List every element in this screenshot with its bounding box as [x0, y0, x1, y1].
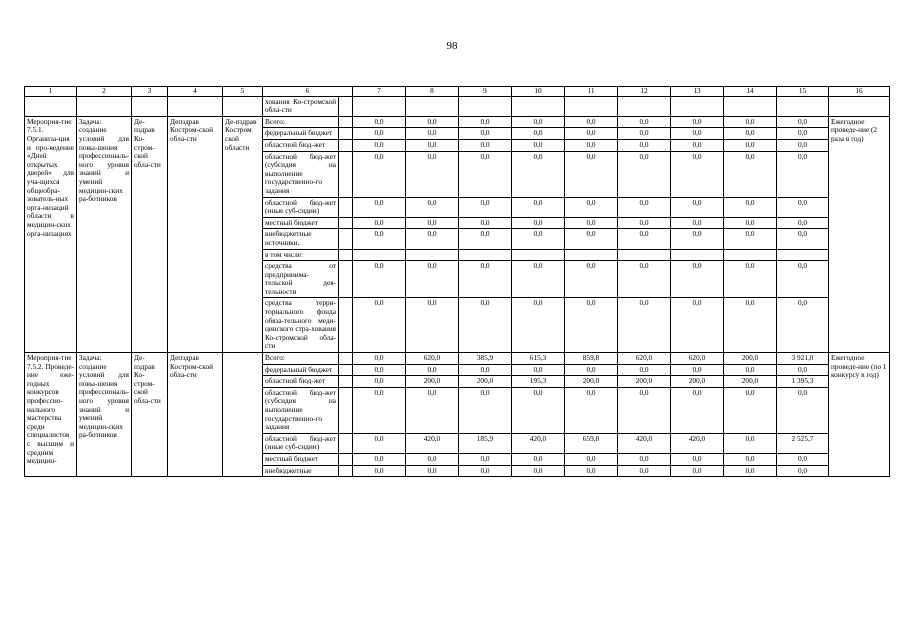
value-cell: 0,0 — [724, 151, 777, 197]
table-row — [25, 353, 890, 365]
column-header-15: 15 — [777, 87, 829, 97]
value-cell: 0,0 — [618, 197, 671, 217]
value-cell: 0,0 — [724, 229, 777, 249]
value-cell: 0,0 — [459, 217, 512, 229]
empty-cell — [618, 96, 671, 116]
value-cell: 0,0 — [618, 453, 671, 465]
funding-source-cell: областной бюд-жет — [263, 376, 339, 388]
value-cell: 0,0 — [459, 387, 512, 433]
budget-table — [24, 86, 890, 477]
column-header-9: 9 — [459, 87, 512, 97]
funding-source-cell: областной бюд-жет (субсидия на выполнение государственно-го задания — [263, 387, 339, 433]
value-cell: 0,0 — [565, 128, 618, 140]
value-cell: 0,0 — [777, 298, 829, 353]
executor-cell: Де-пздрав Ко-стром-ской обла-сти — [132, 116, 168, 352]
value-cell — [671, 249, 724, 261]
value-cell: 0,0 — [565, 364, 618, 376]
empty-cell — [339, 353, 353, 365]
empty-cell — [339, 249, 353, 261]
value-cell: 0,0 — [406, 151, 459, 197]
empty-cell — [724, 96, 777, 116]
value-cell: 0,0 — [512, 465, 565, 477]
value-cell: 0,0 — [459, 229, 512, 249]
value-cell: 0,0 — [671, 128, 724, 140]
value-cell: 0,0 — [777, 128, 829, 140]
value-cell: 0,0 — [459, 139, 512, 151]
value-cell: 0,0 — [353, 376, 406, 388]
value-cell: 620,0 — [618, 353, 671, 365]
value-cell: 0,0 — [353, 151, 406, 197]
funding-source-cell: в том числе: — [263, 249, 339, 261]
funding-source-cell: местный бюджет — [263, 217, 339, 229]
value-cell: 0,0 — [353, 465, 406, 477]
value-cell: 0,0 — [406, 465, 459, 477]
empty-cell — [339, 298, 353, 353]
value-cell: 0,0 — [777, 116, 829, 128]
column-header-14: 14 — [724, 87, 777, 97]
column-header-7: 7 — [353, 87, 406, 97]
value-cell: 0,0 — [512, 128, 565, 140]
empty-cell — [406, 96, 459, 116]
value-cell: 195,3 — [512, 376, 565, 388]
funding-source-cell: Всего: — [263, 116, 339, 128]
value-cell: 0,0 — [671, 116, 724, 128]
value-cell: 0,0 — [565, 217, 618, 229]
value-cell: 0,0 — [406, 453, 459, 465]
value-cell: 0,0 — [406, 298, 459, 353]
value-cell: 0,0 — [618, 465, 671, 477]
value-cell: 0,0 — [777, 151, 829, 197]
value-cell: 0,0 — [777, 465, 829, 477]
value-cell: 0,0 — [459, 151, 512, 197]
coexecutor-cell: Депздрав Костром-ской обла-сти — [168, 353, 223, 477]
value-cell: 2 525,7 — [777, 433, 829, 453]
value-cell: 0,0 — [777, 387, 829, 433]
empty-cell — [339, 453, 353, 465]
value-cell: 0,0 — [353, 128, 406, 140]
value-cell: 185,9 — [459, 433, 512, 453]
value-cell: 0,0 — [724, 465, 777, 477]
empty-cell — [132, 96, 168, 116]
value-cell: 3 921,0 — [777, 353, 829, 365]
column-header-2: 2 — [77, 87, 132, 97]
value-cell: 0,0 — [565, 116, 618, 128]
value-cell: 0,0 — [618, 116, 671, 128]
value-cell: 420,0 — [618, 433, 671, 453]
value-cell: 0,0 — [459, 364, 512, 376]
column-header-4: 4 — [168, 87, 223, 97]
value-cell: 0,0 — [406, 217, 459, 229]
value-cell: 0,0 — [406, 116, 459, 128]
value-cell: 0,0 — [459, 128, 512, 140]
coexecutor-cell: Депздрав Костром-ской обла-сти — [168, 116, 223, 352]
column-header-11: 11 — [565, 87, 618, 97]
value-cell: 0,0 — [671, 217, 724, 229]
note-cell: Ежегодное проведе-ние (по 1 конкурсу в год) — [829, 353, 890, 477]
column-header-10: 10 — [512, 87, 565, 97]
empty-cell — [339, 96, 353, 116]
value-cell: 0,0 — [777, 261, 829, 298]
task-cell: Задача: создание условий для повы-шения профессиональ-ного уровня знаний и умений медицин-ских ра-ботников — [77, 353, 132, 477]
value-cell: 0,0 — [724, 364, 777, 376]
value-cell: 385,9 — [459, 353, 512, 365]
empty-cell — [168, 96, 223, 116]
empty-cell — [671, 96, 724, 116]
value-cell: 0,0 — [512, 453, 565, 465]
recipient-cell: Де-пздрав Костром ской области — [223, 116, 263, 352]
value-cell — [618, 249, 671, 261]
funding-source-cell: средства от предпринима-тельской дея-тельности — [263, 261, 339, 298]
table-header — [25, 87, 890, 97]
empty-cell — [339, 261, 353, 298]
table-row — [25, 116, 890, 128]
value-cell: 0,0 — [353, 353, 406, 365]
value-cell: 0,0 — [777, 139, 829, 151]
note-cell: Ежегодное проведе-ние (2 раза в год) — [829, 116, 890, 352]
value-cell: 0,0 — [565, 229, 618, 249]
value-cell: 0,0 — [512, 364, 565, 376]
funding-source-cell: Всего: — [263, 353, 339, 365]
value-cell: 0,0 — [671, 197, 724, 217]
value-cell: 0,0 — [459, 116, 512, 128]
column-header-12: 12 — [618, 87, 671, 97]
value-cell: 0,0 — [671, 453, 724, 465]
value-cell: 0,0 — [724, 197, 777, 217]
value-cell: 0,0 — [671, 465, 724, 477]
funding-source-cell: федеральный бюджет — [263, 364, 339, 376]
value-cell: 0,0 — [353, 364, 406, 376]
empty-cell — [339, 116, 353, 128]
value-cell: 0,0 — [618, 387, 671, 433]
value-cell: 0,0 — [353, 197, 406, 217]
empty-cell — [512, 96, 565, 116]
value-cell: 0,0 — [353, 433, 406, 453]
value-cell: 859,8 — [565, 353, 618, 365]
empty-cell — [339, 433, 353, 453]
empty-cell — [339, 376, 353, 388]
value-cell: 620,0 — [671, 353, 724, 365]
value-cell — [565, 249, 618, 261]
value-cell: 0,0 — [777, 197, 829, 217]
task-cell: Задача: создание условий для повы-шения профессиональ-ного уровня знаний и умений медицин-ских ра-ботников — [77, 116, 132, 352]
value-cell: 420,0 — [512, 433, 565, 453]
value-cell: 0,0 — [353, 116, 406, 128]
value-cell: 620,0 — [406, 353, 459, 365]
empty-cell — [223, 96, 263, 116]
value-cell: 200,0 — [671, 376, 724, 388]
value-cell: 0,0 — [406, 229, 459, 249]
value-cell: 0,0 — [459, 465, 512, 477]
value-cell: 0,0 — [724, 139, 777, 151]
recipient-cell — [223, 353, 263, 477]
value-cell: 0,0 — [777, 229, 829, 249]
value-cell: 659,8 — [565, 433, 618, 453]
value-cell: 0,0 — [353, 229, 406, 249]
value-cell: 0,0 — [512, 298, 565, 353]
value-cell: 0,0 — [565, 298, 618, 353]
value-cell: 0,0 — [671, 139, 724, 151]
value-cell: 0,0 — [724, 261, 777, 298]
value-cell — [353, 249, 406, 261]
funding-source-cell: областной бюд-жет — [263, 139, 339, 151]
empty-cell — [565, 96, 618, 116]
column-header-6: 6 — [263, 87, 353, 97]
value-cell: 200,0 — [724, 353, 777, 365]
value-cell: 0,0 — [459, 197, 512, 217]
value-cell: 0,0 — [724, 433, 777, 453]
value-cell: 0,0 — [565, 453, 618, 465]
value-cell: 615,3 — [512, 353, 565, 365]
value-cell: 420,0 — [406, 433, 459, 453]
value-cell: 0,0 — [777, 453, 829, 465]
value-cell — [406, 249, 459, 261]
value-cell: 0,0 — [353, 261, 406, 298]
value-cell: 0,0 — [618, 128, 671, 140]
funding-source-cell: хования Ко-стромской обла-сти — [263, 96, 339, 116]
value-cell — [459, 249, 512, 261]
column-header-8: 8 — [406, 87, 459, 97]
value-cell: 0,0 — [724, 453, 777, 465]
funding-source-cell: областной бюд-жет (субсидия на выполнение государственно-го задания — [263, 151, 339, 197]
value-cell: 0,0 — [565, 139, 618, 151]
value-cell: 200,0 — [618, 376, 671, 388]
value-cell: 0,0 — [724, 387, 777, 433]
value-cell: 0,0 — [512, 387, 565, 433]
value-cell: 200,0 — [406, 376, 459, 388]
empty-cell — [353, 96, 406, 116]
value-cell: 0,0 — [353, 139, 406, 151]
value-cell: 0,0 — [565, 151, 618, 197]
continuation-row — [25, 96, 890, 116]
empty-cell — [339, 465, 353, 477]
value-cell: 0,0 — [406, 128, 459, 140]
value-cell: 0,0 — [512, 151, 565, 197]
empty-cell — [339, 364, 353, 376]
value-cell: 0,0 — [353, 453, 406, 465]
funding-source-cell: внебюджетные источники, — [263, 229, 339, 249]
empty-cell — [339, 139, 353, 151]
value-cell: 0,0 — [618, 364, 671, 376]
value-cell: 0,0 — [512, 139, 565, 151]
empty-cell — [777, 96, 829, 116]
header-row — [25, 87, 890, 97]
table-body — [25, 96, 890, 477]
empty-cell — [339, 229, 353, 249]
value-cell: 0,0 — [724, 298, 777, 353]
event-name-cell: Мероприя-тие 7.5.1. Организа-ция и про-ведение «Дней открытых дверей» для уча-щихся общеобра-зователь-ных орга-низаций области в медицин-ских орга-низациях — [25, 116, 77, 352]
value-cell: 0,0 — [777, 364, 829, 376]
funding-source-cell: внебюджетные — [263, 465, 339, 477]
value-cell — [512, 249, 565, 261]
value-cell: 420,0 — [671, 433, 724, 453]
value-cell — [724, 249, 777, 261]
value-cell: 1 395,3 — [777, 376, 829, 388]
value-cell: 0,0 — [671, 387, 724, 433]
value-cell: 0,0 — [618, 229, 671, 249]
value-cell — [777, 249, 829, 261]
empty-cell — [339, 151, 353, 197]
value-cell: 200,0 — [459, 376, 512, 388]
value-cell: 0,0 — [618, 151, 671, 197]
value-cell: 0,0 — [671, 261, 724, 298]
value-cell: 0,0 — [565, 387, 618, 433]
value-cell: 0,0 — [618, 139, 671, 151]
column-header-3: 3 — [132, 87, 168, 97]
value-cell: 0,0 — [724, 116, 777, 128]
value-cell: 0,0 — [406, 364, 459, 376]
funding-source-cell: областной бюд-жет (иные суб-сидии) — [263, 197, 339, 217]
value-cell: 0,0 — [565, 261, 618, 298]
value-cell: 0,0 — [406, 261, 459, 298]
value-cell: 0,0 — [777, 217, 829, 229]
value-cell: 0,0 — [512, 217, 565, 229]
empty-cell — [77, 96, 132, 116]
value-cell: 0,0 — [353, 387, 406, 433]
value-cell: 0,0 — [459, 453, 512, 465]
value-cell: 0,0 — [406, 197, 459, 217]
executor-cell: Де-пздрав Ко-стром-ской обла-сти — [132, 353, 168, 477]
value-cell: 0,0 — [406, 139, 459, 151]
empty-cell — [339, 387, 353, 433]
value-cell: 0,0 — [671, 151, 724, 197]
value-cell: 0,0 — [512, 229, 565, 249]
value-cell: 0,0 — [618, 261, 671, 298]
value-cell: 200,0 — [565, 376, 618, 388]
value-cell: 0,0 — [671, 364, 724, 376]
column-header-1: 1 — [25, 87, 77, 97]
empty-cell — [829, 96, 890, 116]
value-cell: 0,0 — [671, 229, 724, 249]
value-cell: 0,0 — [618, 217, 671, 229]
value-cell: 0,0 — [459, 298, 512, 353]
column-header-5: 5 — [223, 87, 263, 97]
value-cell: 0,0 — [512, 197, 565, 217]
column-header-16: 16 — [829, 87, 890, 97]
column-header-13: 13 — [671, 87, 724, 97]
value-cell: 200,0 — [724, 376, 777, 388]
value-cell: 0,0 — [459, 261, 512, 298]
value-cell: 0,0 — [512, 116, 565, 128]
page-number: 98 — [446, 40, 458, 52]
event-name-cell: Мероприя-тие 7.5.2. Проведе-ние еже-годных конкурсов профессио-нального мастерства среди специалистов с высшим и средним медицин- — [25, 353, 77, 477]
funding-source-cell: средства терри-ториального фонда обяза-тельного меди-цинского стра-хования Ко-стромской обла-сти — [263, 298, 339, 353]
value-cell: 0,0 — [353, 298, 406, 353]
value-cell: 0,0 — [671, 298, 724, 353]
empty-cell — [339, 128, 353, 140]
empty-cell — [339, 217, 353, 229]
value-cell: 0,0 — [724, 128, 777, 140]
value-cell: 0,0 — [353, 217, 406, 229]
value-cell: 0,0 — [565, 465, 618, 477]
value-cell: 0,0 — [406, 387, 459, 433]
value-cell: 0,0 — [618, 298, 671, 353]
funding-source-cell: федеральный бюджет — [263, 128, 339, 140]
funding-source-cell: местный бюджет — [263, 453, 339, 465]
funding-source-cell: областной бюд-жет (иные суб-сидии) — [263, 433, 339, 453]
empty-cell — [339, 197, 353, 217]
value-cell: 0,0 — [565, 197, 618, 217]
empty-cell — [459, 96, 512, 116]
value-cell: 0,0 — [512, 261, 565, 298]
value-cell: 0,0 — [724, 217, 777, 229]
empty-cell — [25, 96, 77, 116]
